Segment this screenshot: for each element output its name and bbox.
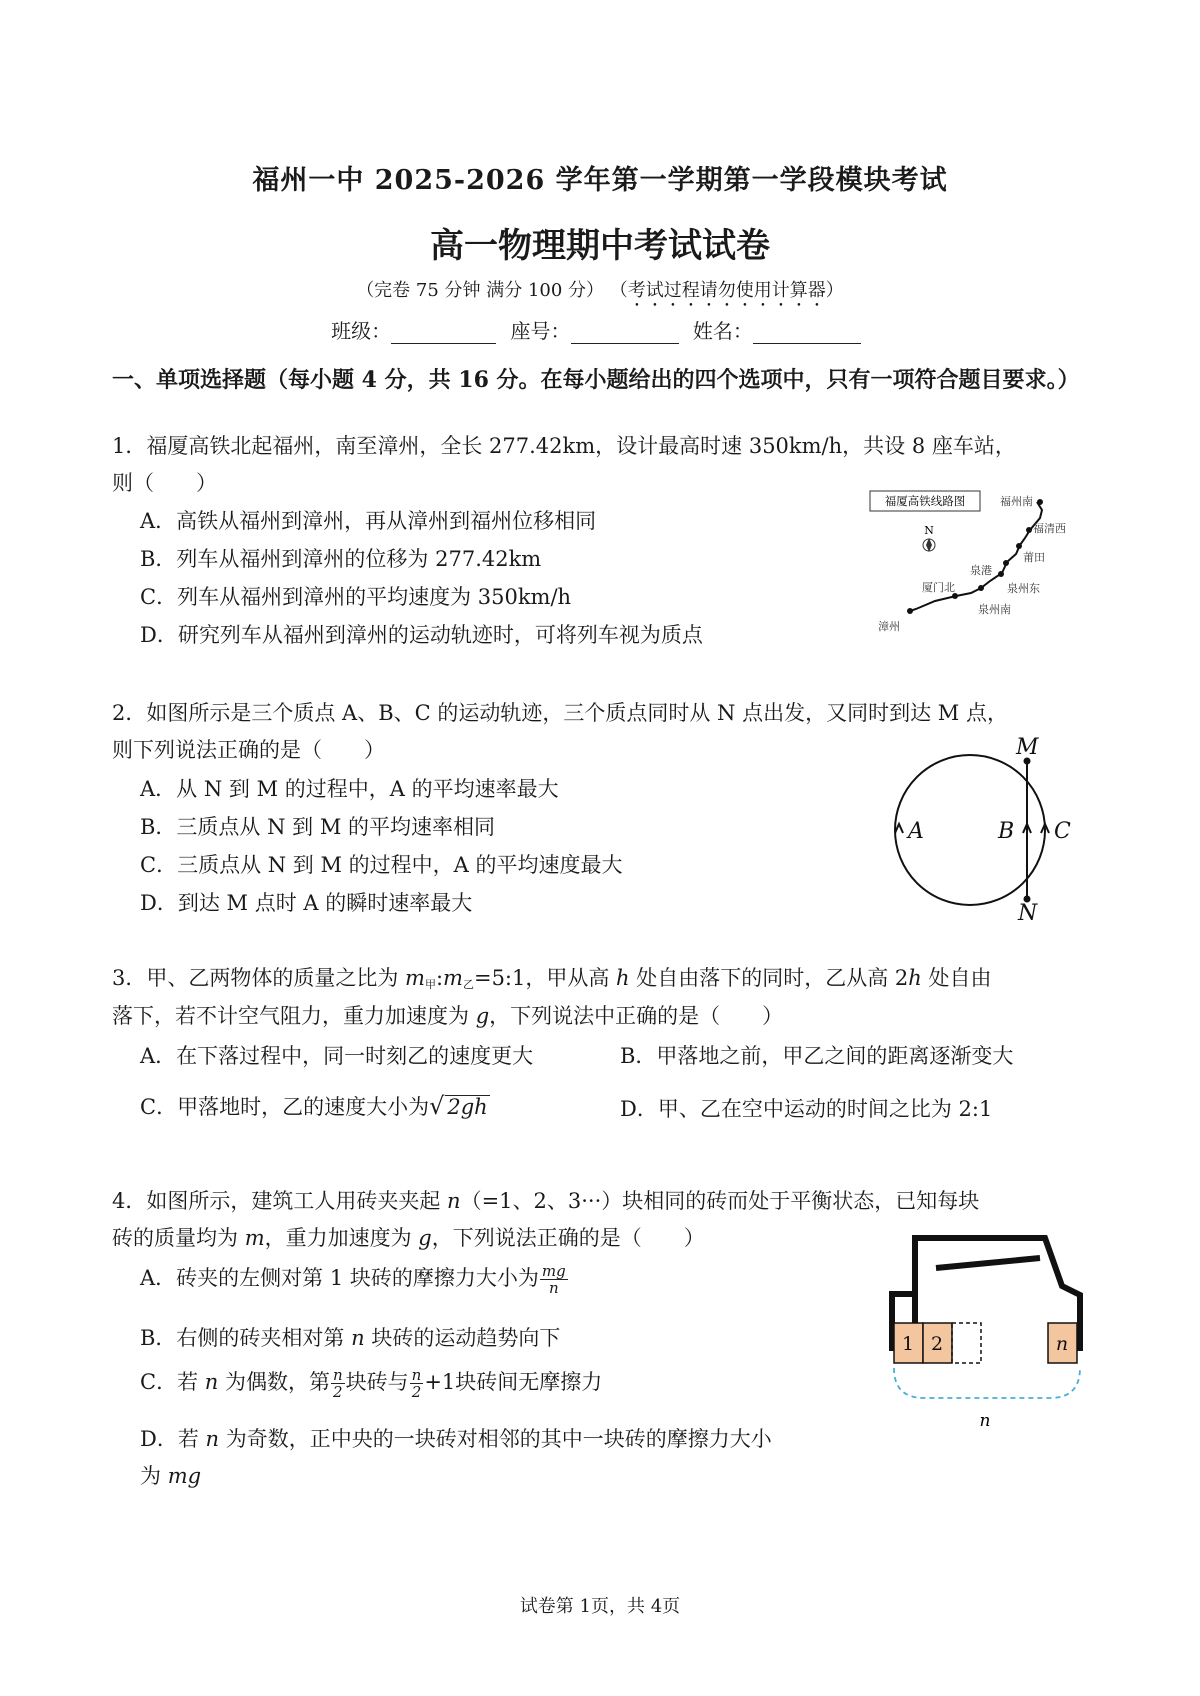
q1-option-d: D．研究列车从福州到漳州的运动轨迹时，可将列车视为质点	[140, 623, 703, 647]
page-footer: 试卷第 1页，共 4页	[519, 1596, 681, 1617]
name-field[interactable]	[753, 323, 861, 344]
q4-option-d: D．若 n 为奇数，正中央的一块砖对相邻的其中一块砖的摩擦力大小	[140, 1427, 772, 1451]
q3-line2: 落下，若不计空气阻力，重力加速度为 g，下列说法中正确的是（ ）	[112, 1004, 784, 1028]
q2-option-b: B．三质点从 N 到 M 的平均速率相同	[140, 815, 496, 839]
brick-label: n	[1055, 1333, 1069, 1355]
q1-option-b: B．列车从福州到漳州的位移为 277.42km	[140, 547, 542, 571]
seat-label: 座号：	[510, 319, 571, 343]
calculator-note: （考试过程请勿使用计算器）	[609, 280, 844, 301]
q1-option-a: A．高铁从福州到漳州，再从漳州到福州位移相同	[140, 509, 597, 533]
rail-map-figure	[860, 488, 1090, 648]
seat-field[interactable]	[571, 323, 679, 344]
brick-label: 1	[901, 1333, 915, 1355]
station-label: 泉港	[970, 564, 992, 577]
q2-line2: 则下列说法正确的是（ ）	[112, 738, 385, 762]
q1-line1: 1．福厦高铁北起福州，南至漳州，全长 277.42km，设计最高时速 350km/h，共设 8 座车站，	[112, 434, 1016, 458]
brick-clamp-figure	[880, 1228, 1100, 1438]
q3-line1: 3．甲、乙两物体的质量之比为 $m_甲:m_乙=5:1$，甲从高 h 处自由落下的同时，乙从高 2h 处自由	[112, 966, 992, 991]
station-label: 福州南	[1000, 495, 1033, 508]
brace-icon	[894, 1368, 1080, 1398]
q1-line2: 则（ ）	[112, 471, 217, 495]
class-field[interactable]	[391, 323, 496, 344]
brick-count-label: n	[979, 1411, 991, 1431]
q4-line2: 砖的质量均为 m，重力加速度为 g，下列说法正确的是（ ）	[112, 1226, 705, 1250]
q4-option-a: A．砖夹的左侧对第 1 块砖的摩擦力大小为 $\frac{mg}{n}$	[140, 1262, 566, 1297]
station-label: 泉州东	[1007, 582, 1040, 595]
q2-option-c: C．三质点从 N 到 M 的过程中，A 的平均速度最大	[140, 853, 623, 877]
q3-option-a: A．在下落过程中，同一时刻乙的速度更大	[140, 1044, 534, 1068]
label-a: A	[908, 819, 924, 844]
exam-subtitle	[0, 276, 1200, 311]
clamp-bar	[936, 1258, 1040, 1268]
label-n: N	[1018, 901, 1038, 920]
label-m: M	[1016, 735, 1039, 760]
q4-option-c: C．若 n 为偶数，第 $\frac{n}{2}$ 块砖与 $\frac{n}{2}$ +1块砖间无摩擦力	[140, 1366, 603, 1401]
arrow-up-icon	[895, 824, 903, 833]
q1-option-c: C．列车从福州到漳州的平均速度为 350km/h	[140, 585, 572, 609]
map-title: 福厦高铁线路图	[884, 494, 966, 508]
station-label: 莆田	[1023, 551, 1045, 564]
q2-option-d: D．到达 M 点时 A 的瞬时速率最大	[140, 891, 473, 915]
q3-option-b: B．甲落地之前，甲乙之间的距离逐渐变大	[620, 1044, 1014, 1068]
school-exam-line: 福州一中 2025-2026 学年第一学期第一学段模块考试	[252, 165, 948, 196]
q4-line1: 4．如图所示，建筑工人用砖夹夹起 n（=1、2、3···）块相同的砖而处于平衡状态，已知每块	[112, 1189, 980, 1213]
label-b: B	[998, 819, 1015, 844]
duration-score: （完卷 75 分钟 满分 100 分）	[356, 280, 605, 301]
brick-dashed	[952, 1323, 981, 1363]
station-label: 泉州南	[978, 603, 1011, 616]
q2-option-a: A．从 N 到 M 的过程中，A 的平均速率最大	[140, 777, 559, 801]
q4-option-d-line2: 为 mg	[140, 1464, 202, 1488]
label-c: C	[1054, 819, 1071, 844]
station-label: 福清西	[1033, 522, 1066, 535]
north-compass-icon	[923, 524, 935, 552]
class-label: 班级：	[331, 319, 392, 343]
q2-line1: 2．如图所示是三个质点 A、B、C 的运动轨迹，三个质点同时从 N 点出发，又同时到达 M 点，	[112, 701, 1008, 725]
exam-title: 高一物理期中考试试卷	[430, 226, 770, 266]
section-heading: 一、单项选择题（每小题 4 分，共 16 分。在每小题给出的四个选项中，只有一项符合题目要求。）	[112, 367, 1080, 393]
trajectory-figure	[890, 735, 1090, 920]
brick-label: 2	[930, 1333, 944, 1355]
svg-text:N: N	[924, 524, 934, 537]
student-info-row	[0, 315, 1200, 344]
station-label: 漳州	[878, 620, 900, 633]
q3-option-c: C．甲落地时，乙的速度大小为√ 2gh	[140, 1092, 488, 1120]
q4-option-b: B．右侧的砖夹相对第 n 块砖的运动趋势向下	[140, 1326, 561, 1350]
station-label: 厦门北	[922, 581, 955, 594]
q3-option-d: D．甲、乙在空中运动的时间之比为 2:1	[620, 1097, 993, 1121]
name-label: 姓名：	[692, 319, 753, 343]
